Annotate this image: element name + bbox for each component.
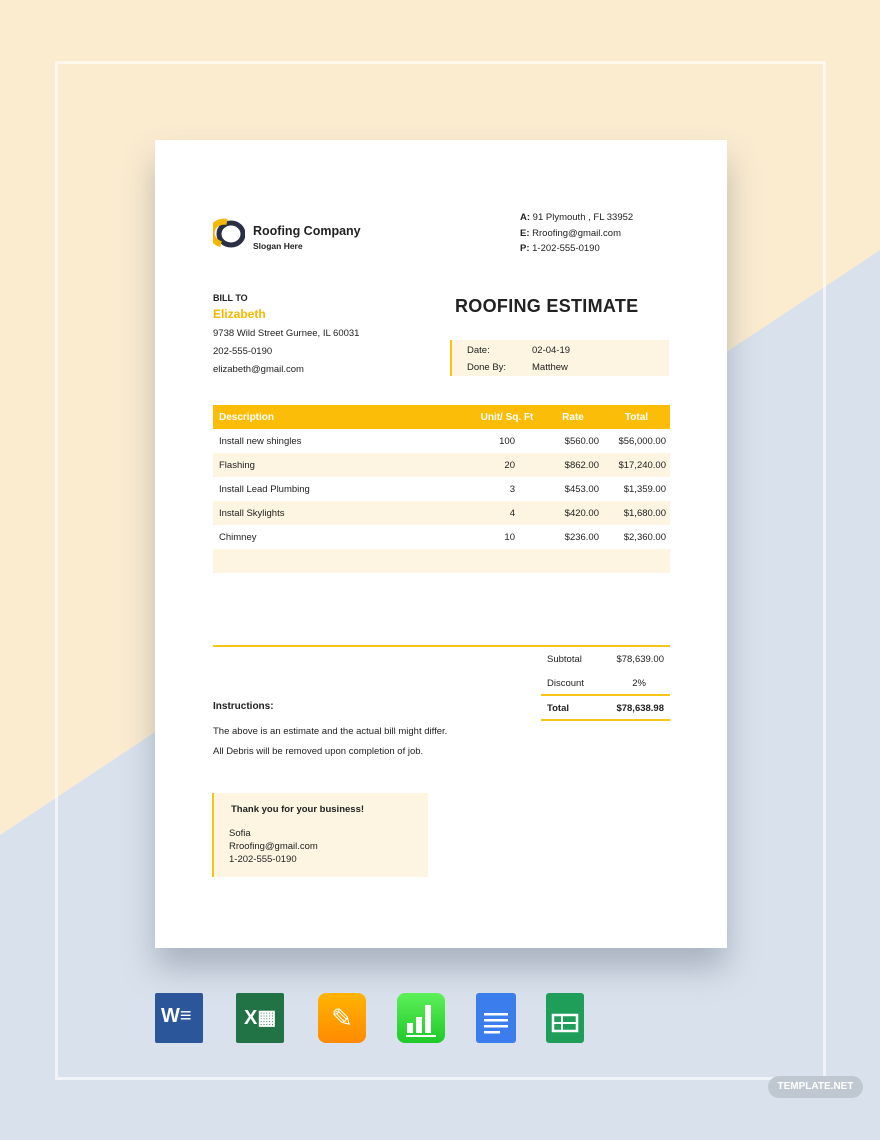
cell-unit: 4 <box>471 501 543 525</box>
instruction-line: The above is an estimate and the actual bill might differ. <box>213 726 448 737</box>
company-slogan: Slogan Here <box>253 241 303 251</box>
cell-total: $2,360.00 <box>623 531 666 543</box>
col-description: Description <box>213 405 471 429</box>
table-row <box>213 549 670 573</box>
cell-rate: $236.00 <box>564 531 599 543</box>
cell-total: $17,240.00 <box>603 453 670 477</box>
client-phone: 202-555-0190 <box>213 346 273 357</box>
bill-to-label: BILL TO <box>213 293 248 303</box>
total-row <box>541 697 670 721</box>
table-row <box>213 573 670 597</box>
cell-unit: 20 <box>471 453 543 477</box>
cell-total: $56,000.00 <box>618 435 666 447</box>
date-value: 02-04-19 <box>532 345 571 356</box>
cell-description <box>213 573 471 597</box>
company-name: Roofing Company <box>253 224 361 238</box>
total-label: Total <box>547 703 569 714</box>
client-address: 9738 Wild Street Gurnee, IL 60031 <box>213 328 360 339</box>
company-contact <box>520 210 633 257</box>
sender-email: Rroofing@gmail.com <box>229 841 318 852</box>
done-by-value: Matthew <box>532 362 568 373</box>
google-docs-icon[interactable] <box>476 993 516 1043</box>
watermark-badge: TEMPLATE.NET <box>768 1076 863 1098</box>
numbers-icon[interactable] <box>397 993 445 1043</box>
cell-rate: $862.00 <box>543 453 603 477</box>
cell-total: $1,680.00 <box>603 501 670 525</box>
discount-row <box>541 672 670 696</box>
cell-unit <box>471 549 543 573</box>
cell-unit <box>471 573 543 597</box>
cell-description <box>213 549 471 573</box>
document-title: ROOFING ESTIMATE <box>455 296 639 316</box>
cell-rate <box>543 573 603 597</box>
word-icon[interactable]: W≡ <box>155 993 203 1043</box>
pages-icon[interactable]: ✎ <box>318 993 366 1043</box>
cell-description: Install new shingles <box>219 435 302 447</box>
company-phone: 1-202-555-0190 <box>532 243 600 254</box>
cell-rate: $453.00 <box>564 483 599 495</box>
cell-rate: $560.00 <box>564 435 599 447</box>
col-unit: Unit/ Sq. Ft <box>471 405 543 429</box>
excel-icon[interactable]: X▦ <box>236 993 284 1043</box>
cell-total: $1,359.00 <box>623 483 666 495</box>
table-row <box>213 525 670 549</box>
done-by-label: Done By: <box>467 362 507 373</box>
cell-unit: 3 <box>509 483 515 495</box>
email-label: E: <box>520 227 530 239</box>
col-total: Total <box>603 405 670 429</box>
cell-rate <box>543 549 603 573</box>
sender-name: Sofia <box>229 828 251 839</box>
cell-description: Install Lead Plumbing <box>219 483 310 495</box>
google-sheets-icon[interactable] <box>546 993 584 1043</box>
cell-description: Install Skylights <box>213 501 471 525</box>
cell-rate: $420.00 <box>543 501 603 525</box>
thanks-heading: Thank you for your business! <box>231 804 365 815</box>
subtotal-value: $78,639.00 <box>616 654 664 665</box>
estimate-document <box>155 140 727 948</box>
table-header <box>213 405 670 429</box>
col-rate: Rate <box>543 405 603 429</box>
client-name: Elizabeth <box>213 307 266 321</box>
cell-description: Flashing <box>213 453 471 477</box>
cell-total <box>603 573 670 597</box>
total-value: $78,638.98 <box>616 703 664 714</box>
table-row <box>213 429 670 453</box>
instruction-line: All Debris will be removed upon completion of job. <box>213 746 424 757</box>
table-row <box>213 453 670 477</box>
discount-value: 2% <box>632 678 646 689</box>
cell-description: Chimney <box>219 531 257 543</box>
discount-label: Discount <box>547 678 584 689</box>
cell-unit: 100 <box>499 435 515 447</box>
format-icons <box>0 993 880 1045</box>
phone-label: P: <box>520 243 530 254</box>
thank-you-box <box>212 793 428 877</box>
line-items-table <box>213 405 670 597</box>
divider <box>213 645 670 647</box>
subtotal-label: Subtotal <box>547 654 582 665</box>
sender-phone: 1-202-555-0190 <box>229 854 297 865</box>
cell-total <box>603 549 670 573</box>
table-row <box>213 501 670 525</box>
address-label: A: <box>520 212 531 223</box>
estimate-meta <box>450 340 669 376</box>
company-logo-icon <box>213 218 245 250</box>
client-email: elizabeth@gmail.com <box>213 364 304 375</box>
subtotal-row <box>541 648 670 672</box>
company-email: Rroofing@gmail.com <box>532 227 621 239</box>
date-label: Date: <box>467 345 490 356</box>
company-address: 91 Plymouth , FL 33952 <box>532 212 634 223</box>
table-row <box>213 477 670 501</box>
instructions-heading: Instructions: <box>213 701 274 712</box>
cell-unit: 10 <box>504 531 515 543</box>
